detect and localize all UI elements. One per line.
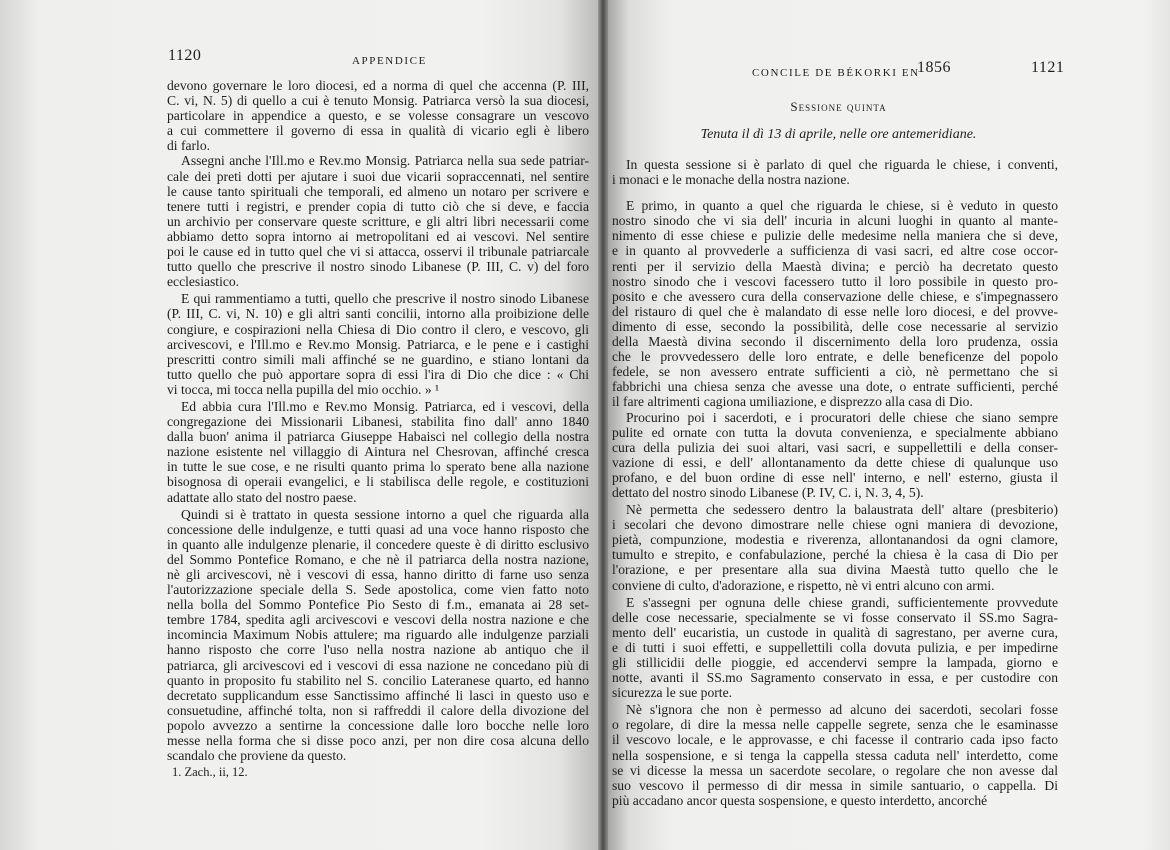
text-line: popolo avvezzo a sentirne la concessione dalle loro bocche nelle loro bbox=[167, 717, 589, 733]
text-line: E qui rammentiamo a tutti, quello che prescrive il nostro sinodo Libanese bbox=[181, 291, 589, 307]
text-line: un archivio per conservare queste scritture, e gli altri libri necessarii come bbox=[167, 213, 589, 229]
right-page-number: 1121 bbox=[1031, 59, 1065, 76]
text-line: C. vi, N. 5) di quello a cui è tenuto Monsig. Patriarca versò la sua diocesi, bbox=[167, 93, 589, 109]
text-line: fedele, se non avessero entrate sufficienti a ciò, nè permettano che si bbox=[612, 364, 1058, 380]
text-line: il fare altrimenti cagiona umiliazione, e disprezzo alla casa di Dio. bbox=[612, 394, 973, 410]
text-line: cale dei preti dotti per ajutare i suoi due vicarii sopraccennati, nel sentire bbox=[167, 168, 589, 184]
text-line: prescritti contro simili mali affinché se ne guardino, e stiano lontani da bbox=[167, 351, 589, 367]
text-line: vazione di essi, e dell' allontanamento da dette chiese di qualunque uso bbox=[612, 454, 1058, 470]
text-line: In questa sessione si è parlato di quel che riguarda le chiese, i conventi, bbox=[626, 157, 1058, 172]
right-paragraph-5 bbox=[612, 595, 1058, 701]
text-line: posito e che avessero cura della conservazione delle chiese, e s'impegnassero bbox=[612, 288, 1058, 304]
right-paragraph-1 bbox=[612, 157, 1058, 187]
text-line: tenere tutti i registri, e prender copia di tutto ciò che si deve, e faccia bbox=[167, 198, 589, 214]
text-line: incomincia Maximum Nobis attulere; ma riguardo alle indulgenze parziali bbox=[167, 627, 589, 643]
text-line: Nè permetta che sedessero dentro la balaustrata dell' altare (presbiterio) bbox=[626, 502, 1058, 518]
text-line: pulite ed ornate con tutta la dovuta convenienza, e specialmente abbiano bbox=[612, 424, 1058, 440]
text-line: congregazione dei Missionarii Libanesi, stabilita fino dall' anno 1840 bbox=[167, 414, 589, 430]
right-paragraph-3 bbox=[612, 410, 1058, 501]
text-line: suo vescovo il permesso di dir messa in simile santuario, o cappella. Di bbox=[612, 777, 1058, 793]
text-line: profano, e del buon ordine di esse nell' interno, e nell' esterno, giusta il bbox=[612, 469, 1058, 485]
text-line: del ristauro di quel che è malandato di esse nelle loro diocesi, e del provve- bbox=[612, 303, 1058, 319]
text-line: Quindi si è trattato in questa sessione intorno a quel che riguarda alla bbox=[181, 506, 589, 522]
left-paragraph-1 bbox=[167, 78, 589, 153]
text-line: concessione delle indulgenze, e tutti quasi ad una voce hanno risposto che bbox=[167, 521, 589, 537]
text-line: vi tocca, mi tocca nella pupilla del mio occhio. » ¹ bbox=[167, 381, 440, 397]
text-line: quanto in proposito fu stabilito nel S. concilio Lateranese quarto, ed hanno bbox=[167, 672, 589, 688]
text-line: adattate allo stato del nostro paese. bbox=[167, 489, 357, 505]
text-line: fabbrichi una chiesa senza che avesse una dote, o entrate sufficienti, perché bbox=[612, 379, 1058, 395]
text-line: della Maestà divina secondo il discernimento della loro prudenza, ossia bbox=[612, 334, 1058, 350]
text-line: arcivescovi, e l'Ill.mo e Rev.mo Monsig. Patriarca, e le pene e i castighi bbox=[167, 336, 589, 352]
text-line: che le provvedessero delle loro entrate, e delle beneficenze del popolo bbox=[612, 349, 1058, 365]
text-line: dalla buon' anima il patriarca Giuseppe Habaisci nel collegio della nostra bbox=[167, 429, 589, 445]
text-line: Nè s'ignora che non è permesso ad alcuno dei sacerdoti, secolari fosse bbox=[626, 702, 1058, 718]
text-line: in quanto alle indulgenze plenarie, il concedere queste è di diritto esclusivo bbox=[167, 536, 589, 552]
text-line: messe nella forma che si disse poco anzi, per non dire cosa alcuna dello bbox=[167, 733, 589, 749]
text-line: i secolari che devono dimostrare nelle chiese ogni maniera di devozione, bbox=[612, 517, 1058, 533]
right-paragraph-6 bbox=[612, 702, 1058, 808]
text-line: delle cose necessarie, specialmente se vi fosse conservato il SS.mo Sagra- bbox=[612, 609, 1058, 625]
text-line: tumulto e strepito, e confabulazione, perché la chiesa è la casa di Dio per bbox=[612, 547, 1058, 563]
text-line: nella sospensione, e si tenga la cappella stessa caduta nell' interdetto, come bbox=[612, 747, 1058, 763]
text-line: hanno risposto che corre l'uso nella nostra nazione ab antiquo che il bbox=[167, 642, 589, 658]
text-line: pietà, compunzione, modestia e riverenza, allontanandosi da ogni clamore, bbox=[612, 532, 1058, 548]
text-line: poi le cause ed in tutto quel che vi si attacca, osservi il tribunale patriarcale bbox=[167, 244, 589, 260]
text-line: particolare in appendice a questo, e se volesse consagrare un vescovo bbox=[167, 108, 589, 124]
text-line: le cause tanto spirituali che temporali, ed almeno un notaro per scrivere e bbox=[167, 183, 589, 199]
text-line: di farlo. bbox=[167, 138, 211, 154]
text-line: l'orazione, e per presentare alla sua divina Maestà tutto quello che le bbox=[612, 562, 1058, 578]
text-line: patriarca, gli arcivescovi ed i vescovi di essa nazione ne concedano più di bbox=[167, 657, 589, 673]
text-line: nè gli arcivescovi, nè i vescovi di essa, hanno diritto di farne uso senza bbox=[167, 567, 589, 582]
right-running-year: 1856 bbox=[917, 59, 951, 76]
text-line: in tutte le sue cose, e ne risulti quanto prima lo sperato bene alla nazione bbox=[167, 459, 589, 475]
left-paragraph-2 bbox=[167, 153, 589, 289]
text-line: mento dell' eucaristia, un custode in qualità di sagrestano, per averne cura, bbox=[612, 624, 1058, 640]
left-paragraph-4 bbox=[167, 399, 589, 505]
text-line: tutto quello che prescrive il nostro sinodo Libanese (P. III, C. v) del foro bbox=[167, 259, 589, 275]
text-line: se vi dicesse la messa un sacerdote secolare, o regolare che non avesse dal bbox=[612, 762, 1058, 778]
left-text-block bbox=[167, 78, 589, 763]
text-line: il vescovo locale, e le approvasse, e chi facesse il contrario cada ipso facto bbox=[612, 732, 1058, 748]
right-paragraph-4 bbox=[612, 502, 1058, 593]
text-line: nella bolla del Sommo Pontefice Pio Sesto di f.m., emanata ai 28 set- bbox=[167, 597, 589, 613]
text-line: decretato supplicandum esse Sanctissimo affinché li lasci in questo uso e bbox=[167, 687, 589, 703]
text-line: congiure, e cospirazioni nella Chiesa di Dio contro il clero, e vescovo, gli bbox=[167, 321, 589, 337]
right-paragraph-2 bbox=[612, 198, 1058, 409]
text-line: e di tutti i suoi effetti, e suppellettili colla dovuta pulizia, e per impedirne bbox=[612, 639, 1058, 655]
text-line: renti per il servizio della Maestà divina; e perciò ha decretato questo bbox=[612, 258, 1058, 274]
text-line: abbiamo detto sopra intorno ai metropolitani ed ai vescovi. Nel sentire bbox=[167, 228, 589, 244]
text-line: tembre 1784, spedita agli arcivescovi e vescovi della nostra nazione e che bbox=[167, 612, 589, 628]
text-line: a cui commettere il governo di essa in qualità di vicario egli è libero bbox=[167, 123, 589, 139]
right-text-block bbox=[612, 157, 1058, 808]
left-paragraph-3 bbox=[167, 291, 589, 397]
text-line: bisognosa di operaii evangelici, e li stabilisca delle regole, e costituzioni bbox=[167, 474, 589, 490]
text-line: E s'assegni per ognuna delle chiese grandi, sufficientemente provvedute bbox=[626, 594, 1058, 610]
left-paragraph-5 bbox=[167, 507, 589, 764]
section-title: Sessione quinta bbox=[790, 99, 887, 114]
text-line: dettato del nostro sinodo Libanese (P. IV, C. i, N. 3, 4, 5). bbox=[612, 484, 924, 500]
text-line: dimento di esse, secondo la possibilità, delle cose necessarie al servizio bbox=[612, 318, 1058, 334]
text-line: Procurino poi i sacerdoti, e i procuratori delle chiese che siano sempre bbox=[626, 409, 1058, 425]
left-page-number: 1120 bbox=[168, 47, 202, 64]
text-line: gli stillicidii delle pioggie, ed accendervi sempre la lampada, giorno e bbox=[612, 655, 1058, 670]
text-line: nazione esistente nel villaggio di Aintura nel Chesrovan, affinché cresca bbox=[167, 444, 589, 460]
text-line: più accadano ancor questa sospensione, e questo interdetto, ancorché bbox=[612, 792, 988, 808]
left-running-head: APPENDICE bbox=[352, 55, 427, 67]
text-line: (P. III, C. vi, N. 10) e gli altri santi concilii, intorno alla proibizione delle bbox=[167, 306, 589, 322]
text-line: nostro sinodo che i vescovi facessero tutto il loro possibile in questo pro- bbox=[612, 273, 1058, 289]
text-line: e in quanto al provvederle a sufficienza di vasi sacri, ed altre cose occor- bbox=[612, 243, 1058, 259]
text-line: conviene di culto, d'adorazione, e rispetto, nè vi entri alcuno con armi. bbox=[612, 577, 995, 593]
text-line: ecclesiastico. bbox=[167, 274, 240, 290]
text-line: devono governare le loro diocesi, ed a norma di quel che accenna (P. III, bbox=[167, 78, 589, 93]
text-line: l'autorizzazione speciale della S. Sede apostolica, come vien fatto noto bbox=[167, 582, 589, 598]
text-line: scandalo che proviene da questo. bbox=[167, 748, 347, 764]
text-line: tutto quello che può apportare sopra di essi l'ira di Dio che dice : « Chi bbox=[167, 366, 589, 382]
text-line: cura della pulizia dei suoi altari, vasi sacri, e suppellettili e della conser- bbox=[612, 439, 1058, 455]
text-line: consuetudine, affinché tolta, non si raffreddi il calore della divozione del bbox=[167, 702, 589, 718]
text-line: del Sommo Pontefice Romano, e che nè il patriarca della nostra nazione, bbox=[167, 551, 589, 567]
text-line: E primo, in quanto a quel che riguarda le chiese, si è veduto in questo bbox=[626, 198, 1058, 214]
section-subtitle: Tenuta il dì 13 di aprile, nelle ore antemeridiane. bbox=[700, 127, 977, 142]
text-line: sicurezza le sue porte. bbox=[612, 685, 733, 701]
text-line: nimento di esse chiese e pulizie delle medesime nella maniera che si deve, bbox=[612, 228, 1058, 244]
text-line: notte, avanti il SS.mo Sagramento conservato in essa, e per custodire con bbox=[612, 670, 1058, 686]
right-running-head: CONCILE DE BÉKORKI EN bbox=[752, 67, 920, 79]
text-line: nostro sinodo che vi sia dell' incuria in alcuni luoghi in quanto al mante- bbox=[612, 213, 1058, 229]
text-line: Assegni anche l'Ill.mo e Rev.mo Monsig. Patriarca nella sua sede patriar- bbox=[181, 153, 589, 169]
text-line: i monaci e le monache della nostra nazione. bbox=[612, 172, 850, 188]
text-line: o regolare, di dire la messa nelle cappelle segrete, senza che le esaminasse bbox=[612, 717, 1058, 733]
left-footnote: 1. Zach., ii, 12. bbox=[172, 765, 248, 779]
text-line: Ed abbia cura l'Ill.mo e Rev.mo Monsig. Patriarca, ed i vescovi, della bbox=[181, 398, 589, 414]
